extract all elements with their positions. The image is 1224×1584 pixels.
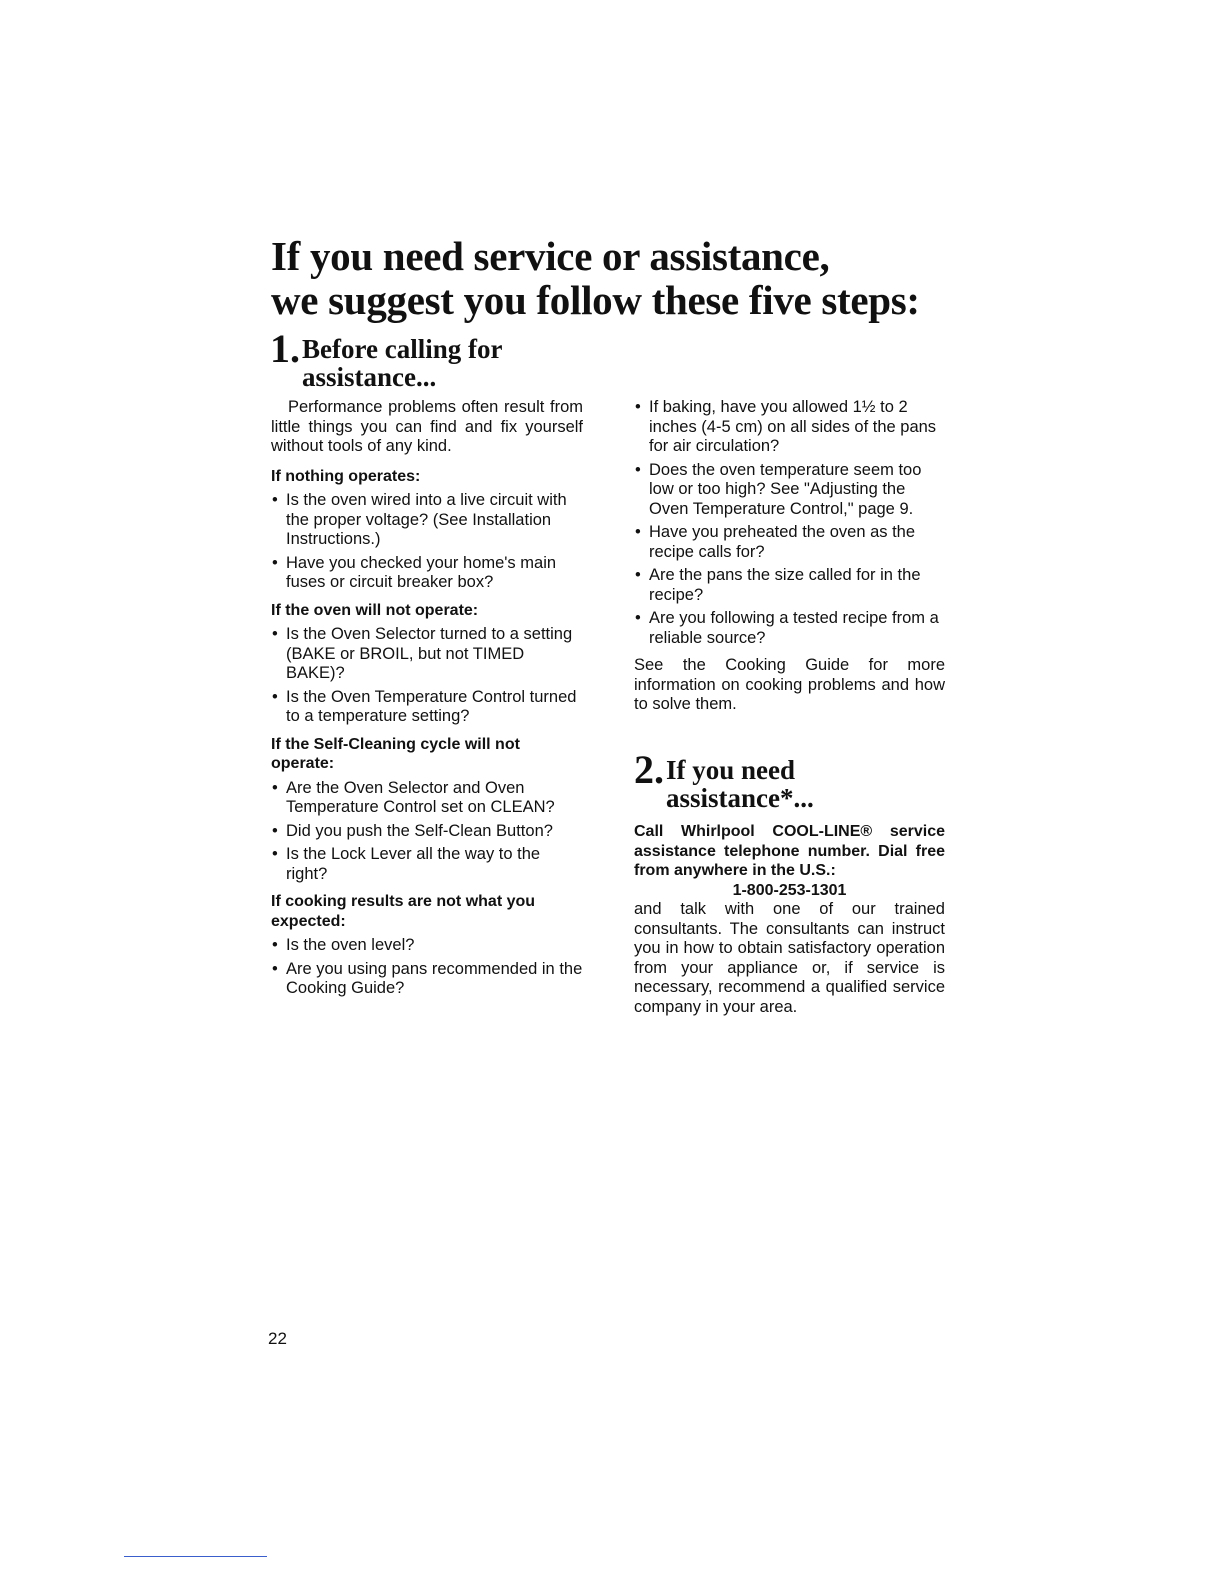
- list-item: • Are you following a tested recipe from a reliable source?: [634, 609, 945, 648]
- step-2-number: 2.: [634, 747, 664, 792]
- group-title: If cooking results are not what you expected:: [271, 893, 536, 930]
- step-2-heading: [634, 747, 964, 816]
- troubleshoot-group: [271, 735, 583, 885]
- bullet-list: [271, 625, 583, 727]
- step-1-number: 1.: [270, 326, 300, 371]
- step-1-title-line-2: assistance...: [302, 362, 437, 392]
- troubleshoot-group: [271, 467, 583, 593]
- step-2-title: [666, 756, 814, 812]
- step-1-heading: [270, 326, 600, 395]
- page-title-line-1: If you need service or assistance,: [271, 233, 830, 279]
- page-title: [271, 234, 1031, 322]
- list-item: • Is the oven level?: [271, 936, 583, 956]
- step-2-text: and talk with one of our trained consultants. The consultants can instruct you in how to obtain satisfactory operation from your appliance or, if service is necessary, recommend a qualified service company in your area.: [634, 900, 945, 1016]
- group-title: If the Self-Cleaning cycle will not operate:: [271, 735, 520, 772]
- cool-line-callout: Call Whirlpool COOL-LINE® service assistance telephone number. Dial free from anywhere in the U.S.:: [634, 823, 945, 879]
- list-item: • Is the Lock Lever all the way to the right?: [271, 845, 583, 884]
- page-number: 22: [268, 1329, 287, 1348]
- step-2-title-line-1: If you need: [666, 755, 796, 785]
- footnote-divider: [124, 1556, 267, 1557]
- list-item: • Does the oven temperature seem too low or too high? See "Adjusting the Oven Temperature Control," page 9.: [634, 461, 945, 520]
- list-item: • Is the Oven Temperature Control turned to a temperature setting?: [271, 688, 583, 727]
- troubleshoot-group: [271, 601, 583, 727]
- phone-number: 1-800-253-1301: [732, 881, 847, 899]
- group-title: If nothing operates:: [271, 467, 421, 485]
- step-1-title: [302, 335, 502, 391]
- list-item: • Is the Oven Selector turned to a setting (BAKE or BROIL, but not TIMED BAKE)?: [271, 625, 583, 684]
- troubleshoot-group: [271, 892, 583, 999]
- list-item: • Did you push the Self-Clean Button?: [271, 822, 583, 842]
- list-item: • Have you preheated the oven as the recipe calls for?: [634, 523, 945, 562]
- step-1-title-line-1: Before calling for: [302, 334, 503, 364]
- step-1-closing: See the Cooking Guide for more information on cooking problems and how to solve them.: [634, 656, 945, 713]
- list-item: • Is the oven wired into a live circuit with the proper voltage? (See Installation Instructions.): [271, 491, 583, 550]
- list-item: • Are you using pans recommended in the Cooking Guide?: [271, 960, 583, 999]
- list-item: • Have you checked your home's main fuses or circuit breaker box?: [271, 554, 583, 593]
- page-title-line-2: we suggest you follow these five steps:: [271, 277, 920, 323]
- list-item: • If baking, have you allowed 1½ to 2 inches (4-5 cm) on all sides of the pans for air circulation?: [634, 398, 945, 457]
- bullet-list: [271, 491, 583, 593]
- right-column: [634, 398, 945, 725]
- bullet-list-continued: [634, 398, 945, 648]
- step-1-intro: Performance problems often result from little things you can find and fix yourself without tools of any kind.: [271, 398, 583, 455]
- left-column: [271, 398, 583, 1007]
- step-2-body: [634, 822, 945, 1027]
- bullet-list: [271, 936, 583, 999]
- bullet-list: [271, 779, 583, 885]
- list-item: • Are the pans the size called for in the recipe?: [634, 566, 945, 605]
- list-item: • Are the Oven Selector and Oven Temperature Control set on CLEAN?: [271, 779, 583, 818]
- step-2-title-line-2: assistance*...: [666, 783, 814, 813]
- group-title: If the oven will not operate:: [271, 601, 479, 619]
